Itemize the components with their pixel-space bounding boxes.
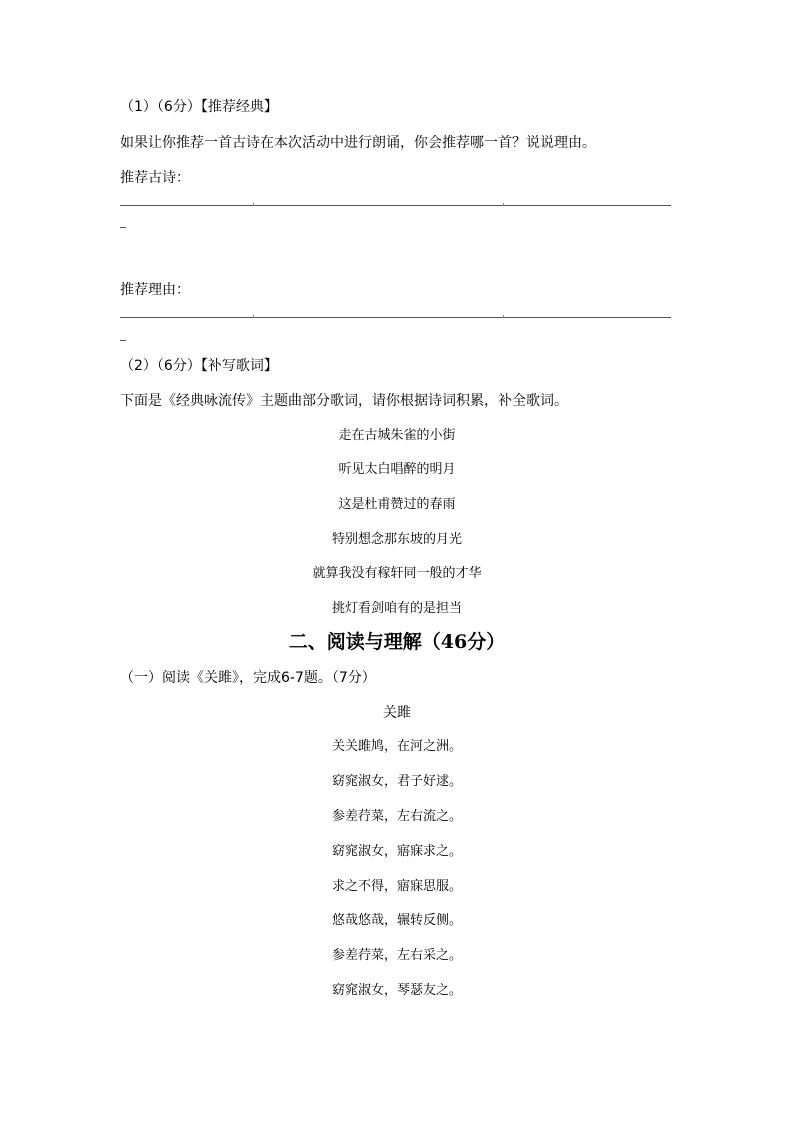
question-1-title: （1）（6分）【推荐经典】 [120,99,278,115]
poem-line: 关关雎鸠，在河之洲。 [331,739,462,754]
poem-line: 窈窕淑女，琴瑟友之。 [331,983,462,998]
poem-title: 关雎 [383,705,411,721]
answer-line-tick [503,203,504,206]
lyric-line: 这是杜甫赞过的春雨 [338,497,456,512]
answer-line-tick [253,315,254,318]
question-1-prompt: 如果让你推荐一首古诗在本次活动中进行朗诵，你会推荐哪一首？说说理由。 [120,135,596,151]
poem-line: 求之不得，寤寐思服。 [331,879,462,894]
recommend-poem-label: 推荐古诗： [120,170,190,186]
lyric-line: 特别想念那东坡的月光 [331,532,462,547]
lyric-line: 走在古城朱雀的小街 [338,428,456,443]
question-2-title: （2）（6分）【补写歌词】 [120,358,278,374]
poem-line: 参差荇菜，左右流之。 [331,809,462,824]
answer-line-stub [120,340,126,341]
recommend-reason-label: 推荐理由： [120,282,190,298]
answer-line-reason[interactable] [120,317,671,318]
lyric-line: 就算我没有稼轩同一般的才华 [312,566,482,581]
poem-line: 窈窕淑女，寤寐求之。 [331,844,462,859]
poem-line: 悠哉悠哉，辗转反侧。 [331,913,462,928]
answer-line-stub [120,227,126,228]
answer-line-tick [253,203,254,206]
answer-line-poem[interactable] [120,205,671,206]
answer-line-tick [503,315,504,318]
section-heading: 二、阅读与理解（46分） [288,631,506,653]
lyric-line: 挑灯看剑咱有的是担当 [331,601,462,616]
poem-line: 窈窕淑女，君子好逑。 [331,774,462,789]
reading-subtitle: （一）阅读《关雎》，完成6-7题。（7分） [120,670,376,686]
lyric-line: 听见太白唱醉的明月 [338,462,456,477]
question-2-prompt: 下面是《经典咏流传》主题曲部分歌词，请你根据诗词积累，补全歌词。 [120,393,568,409]
poem-line: 参差荇菜，左右采之。 [331,948,462,963]
